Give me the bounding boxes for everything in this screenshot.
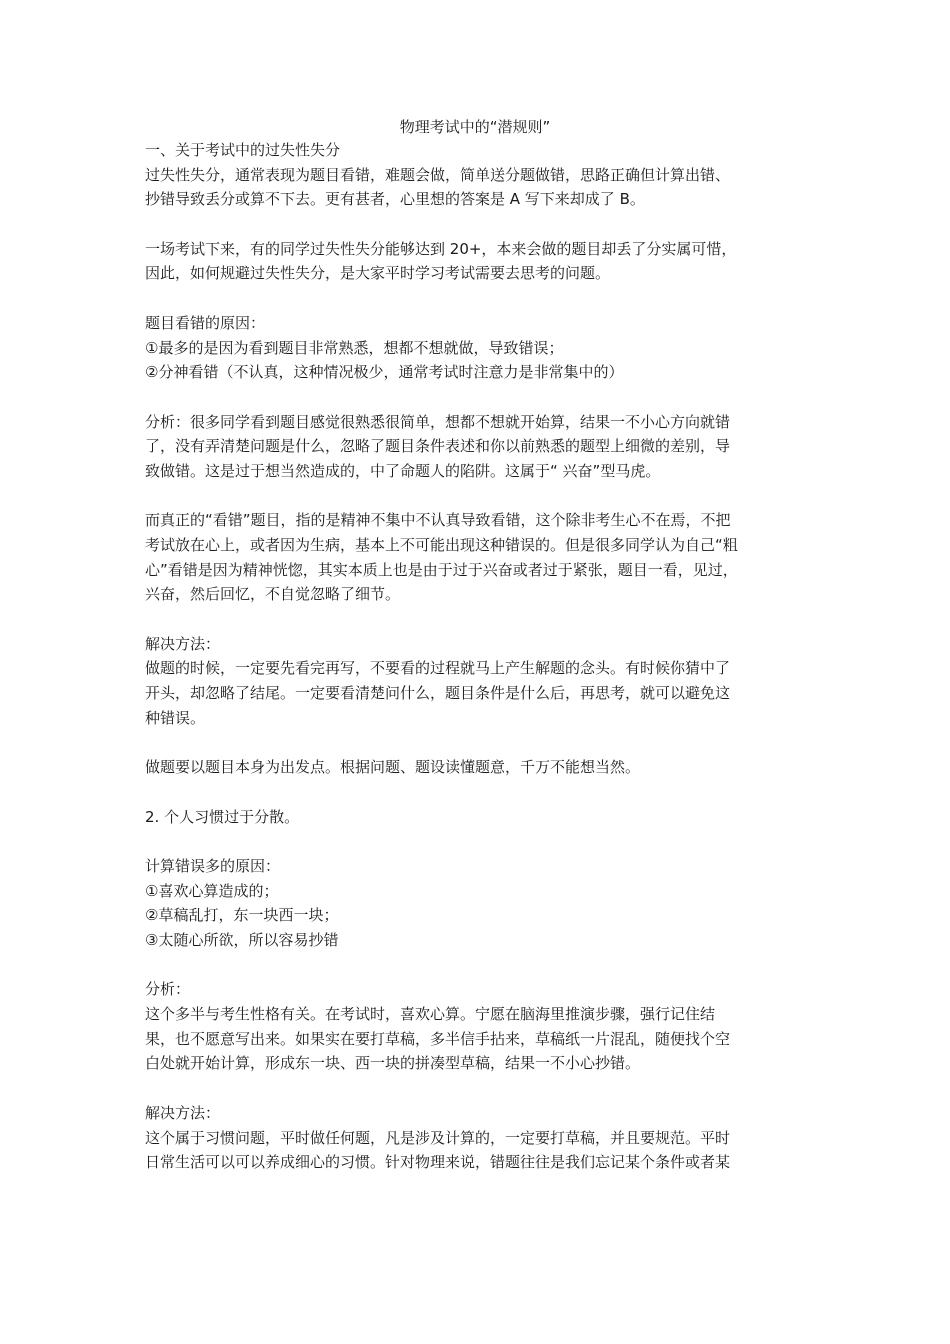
blank-line [145,731,805,756]
text-line: ③太随心所欲，所以容易抄错 [145,931,339,949]
text-line: 做题要以题目本身为出发点。根据问题、题设读懂题意，千万不能想当然。 [145,758,641,777]
blank-line [145,953,805,978]
blank-line [145,484,805,509]
blank-line [145,780,805,805]
text-line: 日常生活可以可以养成细心的习惯。针对物理来说，错题往往是我们忘记某个条件或者某 [145,1153,731,1172]
text-line: 做题的时候，一定要先看完再写，不要看的过程就马上产生解题的念头。有时候你猜中了 [145,659,731,678]
text-line: 兴奋，然后回忆，不自觉忽略了细节。 [145,585,401,604]
text-line: 计算错误多的原因： [145,856,281,875]
blank-line [145,829,805,854]
text-line: 过失性失分，通常表现为题目看错，难题会做，简单送分题做错，思路正确但计算出错、 [145,165,731,184]
text-line: 白处就开始计算，形成东一块、西一块的拼凑型草稿，结果一不小心抄错。 [145,1054,641,1073]
text-line: ①最多的是因为看到题目非常熟悉，想都不想就做，导致错误； [145,338,564,357]
text-line: 抄错导致丢分或算不下去。更有甚者，心里想的答案是 A 写下来却成了 B。 [145,190,645,209]
blank-line [145,1076,805,1101]
blank-line [145,385,805,410]
text-line: 2. 个人习惯过于分散。 [145,807,300,826]
text-line: 这个属于习惯问题，平时做任何题，凡是涉及计算的，一定要打草稿，并且要规范。平时 [145,1128,731,1147]
blank-line [145,286,805,311]
text-line: 果，也不愿意写出来。如果实在要打草稿，多半信手拈来，草稿纸一片混乱，随便找个空 [145,1029,731,1048]
text-line: 了，没有弄清楚问题是什么，忽略了题目条件表述和你以前熟悉的题型上细微的差别，导 [145,437,731,456]
text-line: 致做错。这是过于想当然造成的，中了命题人的陷阱。这属于“ 兴奋”型马虎。 [145,461,661,480]
text-line: 解决方法： [145,1103,221,1122]
blank-line [145,212,805,237]
text-line: ①喜欢心算造成的； [145,881,279,900]
text-line: 种错误。 [145,708,206,727]
text-line: ②草稿乱打，东一块西一块； [145,906,339,925]
text-line: 这个多半与考生性格有关。在考试时，喜欢心算。宁愿在脑海里推演步骤，强行记住结 [145,1005,716,1024]
text-line: 题目看错的原因： [145,313,266,332]
text-line: 考试放在心上，或者因为生病，基本上不可能出现这种错误的。但是很多同学认为自己“粗 [145,536,738,554]
text-line: 一场考试下来，有的同学过失性失分能够达到 20+，本来会做的题目却丢了分实属可惜， [145,239,737,258]
document-title: 物理考试中的“潜规则” [399,118,551,136]
text-line: 分析： [145,980,191,999]
blank-line [145,607,805,632]
text-line: 因此，如何规避过失性失分，是大家平时学习考试需要去思考的问题。 [145,264,611,283]
text-line: 开头，却忽略了结尾。一定要看清楚问什么，题目条件是什么后，再思考，就可以避免这 [145,684,731,703]
text-line: 分析：很多同学看到题目感觉很熟悉很简单，想都不想就开始算，结果一不小心方向就错 [145,412,731,431]
document-body [145,138,805,1175]
text-line: 而真正的“看错”题目，指的是精神不集中不认真导致看错，这个除非考生心不在焉，不把 [145,511,731,530]
text-line: 解决方法： [145,634,221,653]
text-line: 心”看错是因为精神恍惚，其实本质上也是由于过于兴奋或者过于紧张，题目一看，见过， [145,560,738,579]
text-line: ②分神看错（不认真，这种情况极少，通常考试时注意力是非常集中的） [145,363,624,382]
text-line: 一、关于考试中的过失性失分 [145,141,341,159]
